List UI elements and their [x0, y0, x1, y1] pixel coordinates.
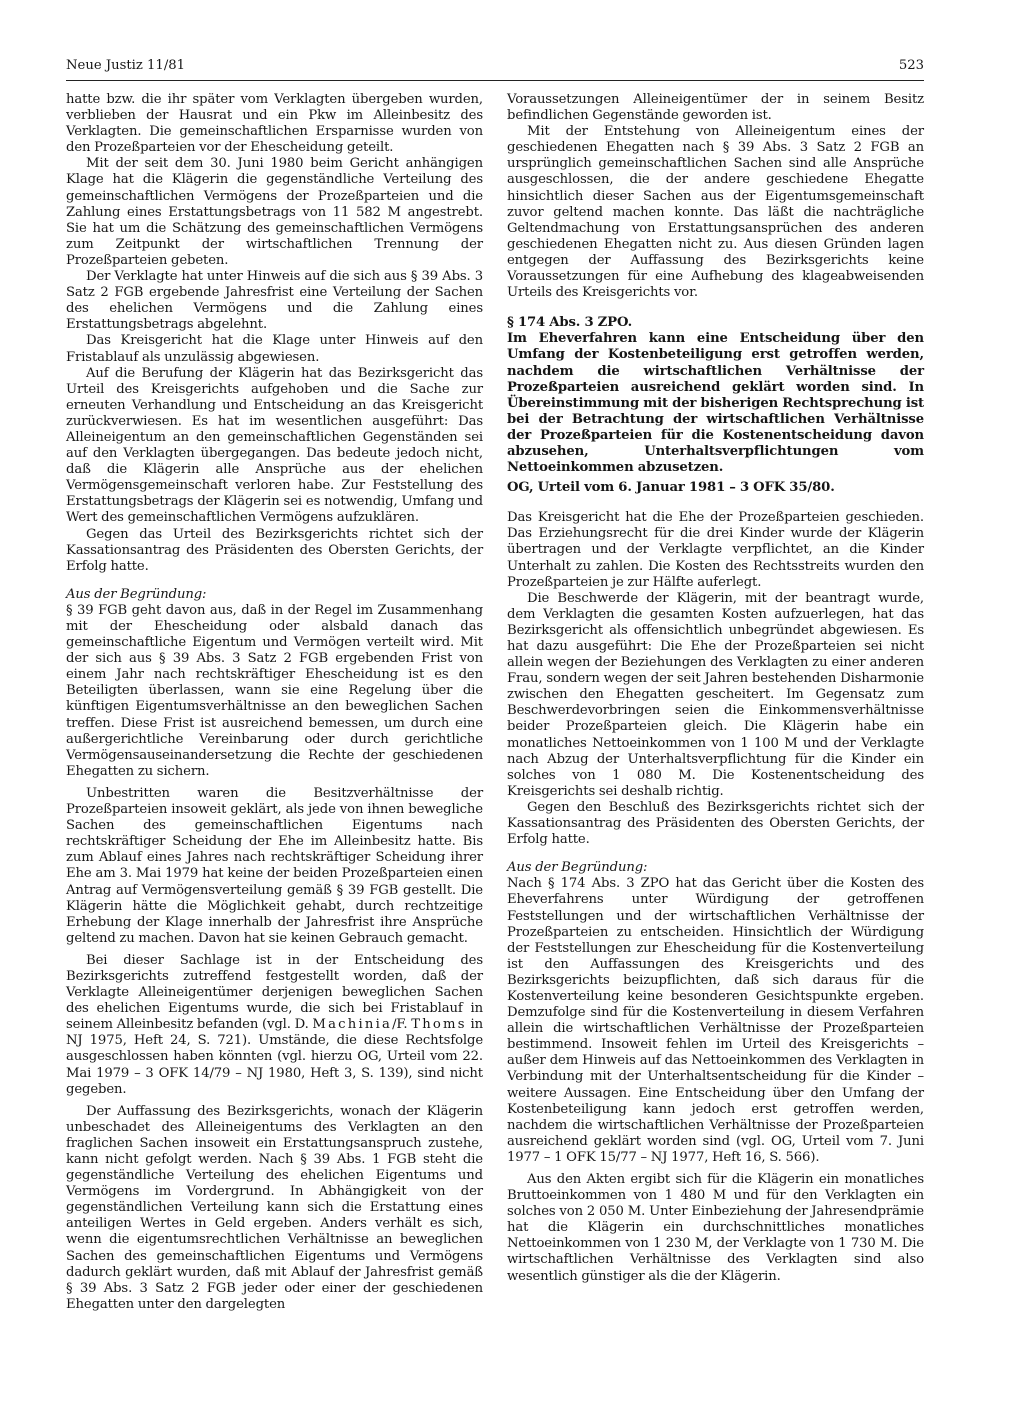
journal-title: Neue Justiz 11/81 [66, 58, 186, 73]
paragraph: hatte bzw. die ihr später vom Verklagten übergeben wurden, verblieben der Hausrat und ein Pkw im Alleinbesitz des Verklagten. Die gemeinschaftlichen Ersparnisse wurden von den Prozeßparteien vor der Ehescheidung geteilt. [66, 92, 483, 156]
paragraph: Das Kreisgericht hat die Ehe der Prozeßparteien geschieden. Das Erziehungsrecht für die drei Kinder wurde der Klägerin übertragen und der Verklagte verpflichtet, an die Kinder Unterhalt zu zahlen. Die Kosten des Rechtsstreits wurden den Prozeßparteien je zur Hälfte auferlegt. [507, 510, 924, 590]
paragraph: Unbestritten waren die Besitzverhältnisse der Prozeßparteien insoweit geklärt, als jede von ihnen bewegliche Sachen des gemeinschaftlichen Eigentums nach rechtskräftiger Scheidung der Ehe im Alleinbesitz hatte. Bis zum Ablauf eines Jahres nach rechtskräftiger Scheidung ihrer Ehe am 3. Mai 1979 hat keine der beiden Prozeßparteien einen Antrag auf Vermögensverteilung gemäß § 39 FGB gestellt. Die Klägerin hätte die Möglichkeit gehabt, durch rechtzeitige Erhebung der Klage innerhalb der Jahresfrist ihre Ansprüche geltend zu machen. Davon hat sie keinen Gebrauch gemacht. [66, 785, 483, 946]
paragraph: Der Auffassung des Bezirksgerichts, wonach der Klägerin unbeschadet des Alleineigentums des Verklagten an den fraglichen Sachen insoweit ein Erstattungsanspruch zustehe, kann nicht gefolgt werden. Nach § 39 Abs. 1 FGB steht die gegenständliche Verteilung des ehelichen Eigentums und Vermögens im Vordergrund. In Abhängigkeit von der gegenständlichen Verteilung kann sich die Erstattung eines anteiligen Wertes in Geld ergeben. Anders verhält es sich, wenn die eigentumsrechtlichen Verhältnisse an beweglichen Sachen des gemeinschaftlichen Eigentums und Vermögens dadurch geklärt wurden, daß mit Ablauf der Jahresfrist gemäß § 39 Abs. 3 Satz 2 FGB jeder oder einer der geschiedenen Ehegatten unter den dargelegten [66, 1103, 483, 1312]
paragraph: Das Kreisgericht hat die Klage unter Hinweis auf den Fristablauf als unzulässig abgewiesen. [66, 333, 483, 365]
page-header [66, 58, 924, 74]
left-column [66, 92, 483, 1313]
paragraph: Der Verklagte hat unter Hinweis auf die sich aus § 39 Abs. 3 Satz 2 FGB ergebende Jahresfrist eine Verteilung der Sachen des ehelichen Vermögens und die Zahlung eines Erstattungsbetrags abgelehnt. [66, 269, 483, 333]
paragraph [66, 953, 483, 1098]
paragraph: Gegen den Beschluß des Bezirksgerichts richtet sich der Kassationsantrag des Präsidenten des Obersten Gerichts, der Erfolg hatte. [507, 799, 924, 848]
header-rule [66, 80, 924, 81]
author-name: Machinia [312, 1017, 393, 1033]
paragraph: Mit der Entstehung von Alleineigentum eines der geschiedenen Ehegatten nach § 39 Abs. 3 Satz 2 FGB an ursprünglich gemeinschaftlichen Sachen sind alle Ansprüche ausgeschlossen, die der andere geschiedene Ehegatte hinsichtlich dieser Sachen aus der Eigentumsgemeinschaft zuvor geltend machen konnte. Das läßt die nachträgliche Geltendmachung von Erstattungsansprüchen des anderen geschiedenen Ehegatten nicht zu. Aus diesen Gründen lagen entgegen der Auffassung des Bezirksgerichts keine Voraussetzungen für eine Aufhebung des klageabweisenden Urteils des Kreisgerichts vor. [507, 124, 924, 301]
right-column [507, 92, 924, 1285]
paragraph: Aus den Akten ergibt sich für die Klägerin ein monatliches Bruttoeinkommen von 1 480 M und für den Verklagten ein solches von 2 050 M. Unter Einbeziehung der Jahresendprämie hat die Klägerin ein durchschnittliches monatliches Nettoeinkommen von 1 230 M, der Verklagte von 1 730 M. Die wirtschaftlichen Verhältnisse des Verklagten sind also wesentlich günstiger als die der Klägerin. [507, 1172, 924, 1284]
reasons-heading: Aus der Begründung: [66, 586, 207, 602]
text-run: /F. [392, 1017, 412, 1033]
page-number: 523 [898, 58, 924, 73]
reasons-heading: Aus der Begründung: [507, 860, 648, 876]
author-name: Thoms [411, 1017, 467, 1033]
headnote: Im Eheverfahren kann eine Entscheidung über den Umfang der Kostenbeteiligung erst getroffen werden, nachdem die wirtschaftlichen Verhältnisse der Prozeßparteien ausreichend geklärt worden sind. In Übereinstimmung mit der bisherigen Rechtsprechung ist bei der Betrachtung der wirtschaftlichen Verhältnisse der Prozeßparteien für die Kostenentscheidung davon abzusehen, Unterhaltsverpflichtungen vom Nettoeinkommen abzusetzen. [507, 331, 924, 476]
paragraph: Gegen das Urteil des Bezirksgerichts richtet sich der Kassationsantrag des Präsidenten des Obersten Gerichts, der Erfolg hatte. [66, 526, 483, 574]
paragraph: Die Beschwerde der Klägerin, mit der beantragt wurde, dem Verklagten die gesamten Kosten aufzuerlegen, hat das Bezirksgericht als offensichtlich unbegründet abgewiesen. Es hat dazu ausgeführt: Die Ehe der Prozeßparteien sei nicht allein wegen der Beziehungen des Verklagten zu einer anderen Frau, sondern wegen der seit Jahren bestehenden Disharmonie zwischen den Ehegatten gescheitert. Im Gegensatz zum Beschwerdevorbringen seien die Einkommensverhältnisse beider Prozeßparteien gleich. Die Klägerin habe ein monatliches Nettoeinkommen von 1 100 M und der Verklagte nach Abzug der Unterhaltsverpflichtung für die Kinder ein solches von 1 080 M. Die Kostenentscheidung des Kreisgerichts sei deshalb richtig. [507, 590, 924, 799]
text-run: Bei dieser Sachlage ist in der Entscheidung des Bezirksgerichts zutreffend festgestellt worden, daß der Verklagte Alleineigentümer derjenigen beweglichen Sachen des ehelichen Eigentums wurde, die sich bei Fristablauf in seinem Alleinbesitz befanden (vgl. D. [66, 952, 483, 1033]
paragraph: Mit der seit dem 30. Juni 1980 beim Gericht anhängigen Klage hat die Klägerin die gegenständliche Verteilung des gemeinschaftlichen Vermögens der Prozeßparteien und die Zahlung eines Erstattungsbetrags von 11 582 M angestrebt. Sie hat um die Schätzung des gemeinschaftlichen Vermögens zum Zeitpunkt der wirtschaftlichen Trennung der Prozeßparteien gebeten. [66, 156, 483, 268]
ruling-citation: OG, Urteil vom 6. Januar 1981 – 3 OFK 35/80. [507, 480, 835, 496]
section-heading: § 174 Abs. 3 ZPO. [507, 315, 633, 331]
paragraph: § 39 FGB geht davon aus, daß in der Regel im Zusammenhang mit der Ehescheidung oder alsbald danach das gemeinschaftliche Eigentum und Vermögen verteilt wird. Mit der sich aus § 39 Abs. 3 Satz 2 FGB ergebenden Frist von einem Jahr nach rechtskräftiger Ehescheidung ist es den Beteiligten überlassen, wann sie eine Regelung über die künftigen Eigentumsverhältnisse an den beweglichen Sachen treffen. Diese Frist ist ausreichend bemessen, um durch eine außergerichtliche Vereinbarung oder durch gerichtliche Vermögensauseinandersetzung die Rechte der geschiedenen Ehegatten zu sichern. [66, 602, 483, 779]
paragraph: Voraussetzungen Alleineigentümer der in seinem Besitz befindlichen Gegenstände geworden ist. [507, 92, 924, 124]
text-run: in NJ 1975, Heft 24, S. 721). Umstände, die diese Rechtsfolge ausgeschlossen haben könnten (vgl. hierzu OG, Urteil vom 22. Mai 1979 – 3 OFK 14/79 – NJ 1980, Heft 3, S. 139), sind nicht gegeben. [66, 1017, 483, 1097]
paragraph: Nach § 174 Abs. 3 ZPO hat das Gericht über die Kosten des Eheverfahrens unter Würdigung der getroffenen Feststellungen und der wirtschaftlichen Verhältnisse der Prozeßparteien zu entscheiden. Hinsichtlich der Würdigung der Feststellungen zur Ehescheidung für die Kostenverteilung ist den Auffassungen des Kreisgerichts und des Bezirksgerichts beizupflichten, daß sich daraus für die Kostenverteilung keine besonderen Gesichtspunkte ergeben. Demzufolge sind für die Kostenverteilung in diesem Verfahren allein die wirtschaftlichen Verhältnisse der Prozeßparteien bestimmend. Insoweit fehlen im Urteil des Kreisgerichts – außer dem Hinweis auf das Nettoeinkommen des Verklagten in Verbindung mit der Unterhaltsentscheidung für die Kinder – weitere Aussagen. Eine Entscheidung über den Umfang der Kostenbeteiligung kann jedoch erst getroffen werden, nachdem die wirtschaftlichen Verhältnisse der Prozeßparteien ausreichend geklärt worden sind (vgl. OG, Urteil vom 7. Juni 1977 – 1 OFK 15/77 – NJ 1977, Heft 16, S. 566). [507, 876, 924, 1165]
paragraph: Auf die Berufung der Klägerin hat das Bezirksgericht das Urteil des Kreisgerichts aufgehoben und die Sache zur erneuten Verhandlung und Entscheidung an das Kreisgericht zurückverwiesen. Es hat im wesentlichen ausgeführt: Das Alleineigentum an den gemeinschaftlichen Gegenständen sei auf den Verklagten übergegangen. Das bedeute jedoch nicht, daß die Klägerin alle Ansprüche aus der ehelichen Vermögensgemeinschaft verloren habe. Zur Feststellung des Erstattungsbetrags der Klägerin sei es notwendig, Umfang und Wert des gemeinschaftlichen Vermögens aufzuklären. [66, 365, 483, 526]
